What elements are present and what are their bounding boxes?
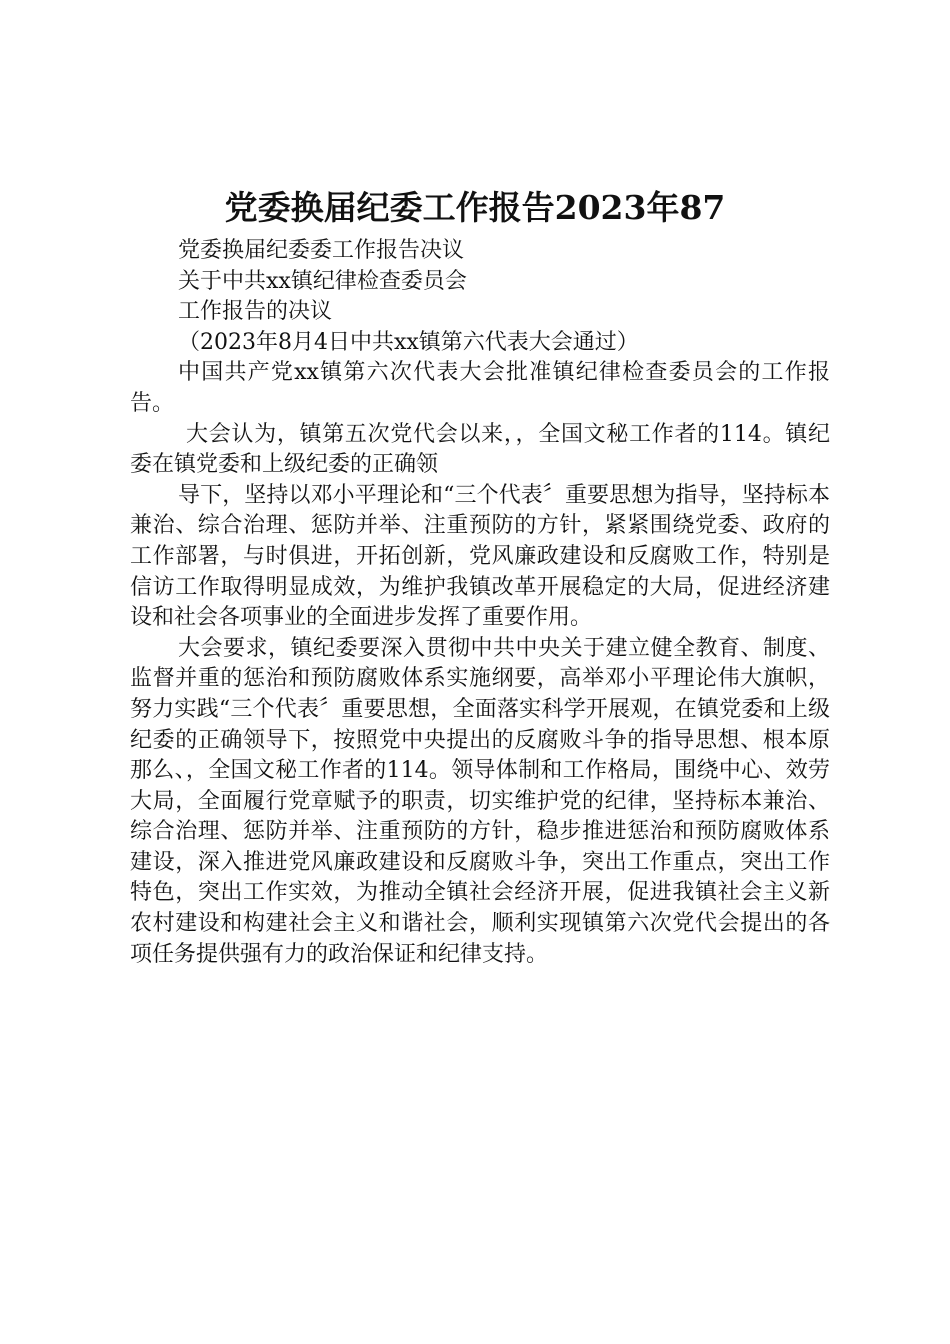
paragraph-requirements: 大会要求，镇纪委要深入贯彻中共中央关于建立健全教育、制度、监督并重的惩治和预防腐败体系实施纲要，高举邓小平理论伟大旗帜，努力实践“三个代表〞重要思想，全面落实科学开展观，在镇党委和上级纪委的正确领导下，按照党中央提出的反腐败斗争的指导思想、根本原那么、，全国文秘工作者的114。领导体制和工作格局，围绕中心、效劳大局，全面履行党章赋予的职责，切实维护党的纪律，坚持标本兼治、综合治理、惩防并举、注重预防的方针，稳步推进惩治和预防腐败体系建设，深入推进党风廉政建设和反腐败斗争，突出工作重点，突出工作特色，突出工作实效，为推动全镇社会经济开展，促进我镇社会主义新农村建设和构建社会主义和谐社会，顺利实现镇第六次党代会提出的各项任务提供强有力的政治保证和纪律支持。 xyxy=(130,635,830,967)
heading-line-4-date: （2023年8月4日中共xx镇第六代表大会通过） xyxy=(178,329,639,355)
heading-line-3: 工作报告的决议 xyxy=(178,299,333,325)
paragraph-achievements: 导下，坚持以邓小平理论和“三个代表〞重要思想为指导，坚持标本兼治、综合治理、惩防并举、注重预防的方针，紧紧围绕党委、政府的工作部署，与时俱进，开拓创新，党风廉政建设和反腐败工作，特别是信访工作取得明显成效，为维护我镇改革开展稳定的大局，促进经济建设和社会各项事业的全面进步发挥了重要作用。 xyxy=(130,482,830,631)
paragraph-assembly-view: 大会认为，镇第五次党代会以来，，全国文秘工作者的114。镇纪委在镇党委和上级纪委的正确领 xyxy=(130,421,830,478)
document-body xyxy=(130,236,830,970)
document-title: 党委换届纪委工作报告2023年87 xyxy=(224,188,726,227)
heading-line-1: 党委换届纪委委工作报告决议 xyxy=(178,238,465,263)
paragraph-approval: 中国共产党xx镇第六次代表大会批准镇纪律检查委员会的工作报告。 xyxy=(130,360,830,416)
heading-line-2: 关于中共xx镇纪律检查委员会 xyxy=(178,268,467,294)
